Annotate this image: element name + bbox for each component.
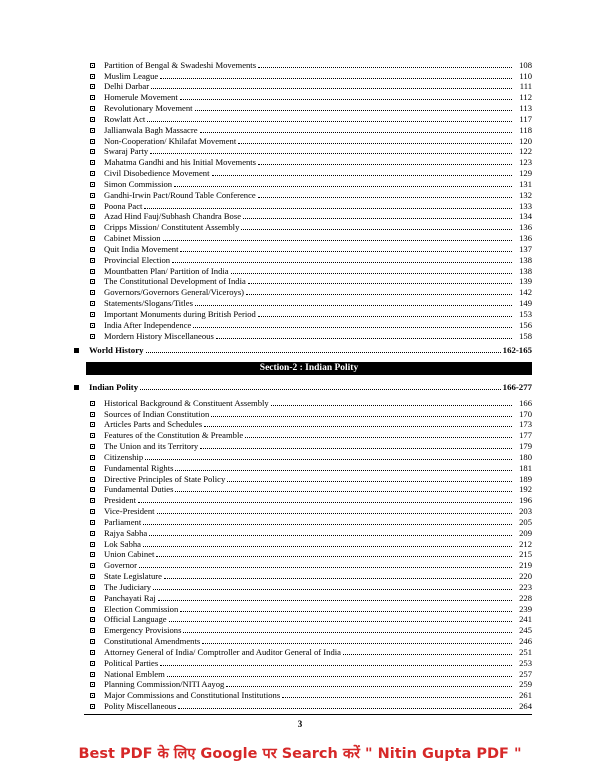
toc-entry-page: 223 bbox=[519, 581, 532, 592]
toc-entry-page: 136 bbox=[519, 222, 532, 233]
leader-dots bbox=[180, 610, 512, 612]
square-bullet-icon bbox=[90, 182, 95, 187]
toc-entry-title: Directive Principles of State Policy bbox=[104, 473, 226, 484]
toc-entry-title: Provincial Election bbox=[104, 254, 171, 265]
toc-entry bbox=[86, 178, 532, 189]
toc-entry-title: Mountbatten Plan/ Partition of India bbox=[104, 265, 229, 276]
toc-entry-page: 138 bbox=[519, 254, 532, 265]
square-bullet-icon bbox=[90, 63, 95, 68]
leader-dots bbox=[195, 109, 512, 111]
toc-entry-page: 241 bbox=[519, 614, 532, 625]
leader-dots bbox=[164, 577, 512, 579]
toc-entry-page: 245 bbox=[519, 625, 532, 636]
square-bullet-icon bbox=[90, 301, 95, 306]
square-bullet-icon bbox=[90, 258, 95, 263]
toc-entry-page: 133 bbox=[519, 200, 532, 211]
toc-entry-title: Important Monuments during British Period bbox=[104, 308, 256, 319]
leader-dots bbox=[150, 152, 512, 154]
square-bullet-icon bbox=[90, 269, 95, 274]
leader-dots bbox=[172, 261, 512, 263]
toc-entry-title: Quit India Movement bbox=[104, 243, 179, 254]
toc-entry-title: Emergency Provisions bbox=[104, 625, 182, 636]
square-bullet-icon bbox=[90, 466, 95, 471]
square-bullet-icon bbox=[74, 385, 79, 390]
toc-entry bbox=[86, 276, 532, 287]
square-bullet-icon bbox=[90, 563, 95, 568]
toc-entry-page: 205 bbox=[519, 516, 532, 527]
toc-entry bbox=[86, 189, 532, 200]
leader-dots bbox=[169, 620, 512, 622]
leader-dots bbox=[204, 425, 512, 427]
toc-entry-title: Citizenship bbox=[104, 451, 144, 462]
leader-dots bbox=[258, 315, 512, 317]
leader-dots bbox=[258, 66, 512, 68]
toc-entry bbox=[86, 397, 532, 408]
indian-polity-title: Indian Polity bbox=[89, 382, 139, 392]
leader-dots bbox=[146, 351, 501, 353]
toc-entry-title: Homerule Movement bbox=[104, 92, 178, 103]
toc-entry bbox=[86, 603, 532, 614]
toc-entry-page: 215 bbox=[519, 549, 532, 560]
toc-entry bbox=[86, 146, 532, 157]
toc-entry-title: National Emblem bbox=[104, 668, 165, 679]
toc-entry-page: 142 bbox=[519, 287, 532, 298]
toc-entry-page: 261 bbox=[519, 690, 532, 701]
leader-dots bbox=[248, 282, 512, 284]
toc-entry-title: Delhi Darbar bbox=[104, 81, 150, 92]
toc-entry-page: 170 bbox=[519, 408, 532, 419]
toc-entry-title: Swaraj Party bbox=[104, 146, 149, 157]
toc-entry-page: 131 bbox=[519, 178, 532, 189]
toc-entry bbox=[86, 538, 532, 549]
toc-entry-title: Historical Background & Constituent Assembly bbox=[104, 397, 269, 408]
toc-entry-title: Simon Commission bbox=[104, 178, 173, 189]
toc-entry-title: Articles Parts and Schedules bbox=[104, 419, 203, 430]
square-bullet-icon bbox=[90, 682, 95, 687]
leader-dots bbox=[200, 131, 512, 133]
toc-entry-page: 136 bbox=[519, 233, 532, 244]
toc-entry bbox=[86, 614, 532, 625]
toc-entry bbox=[86, 440, 532, 451]
toc-entry-page: 118 bbox=[519, 124, 532, 135]
square-bullet-icon bbox=[90, 247, 95, 252]
toc-entry bbox=[86, 211, 532, 222]
leader-dots bbox=[227, 480, 512, 482]
bottom-rule bbox=[84, 714, 532, 715]
toc-entry bbox=[86, 451, 532, 462]
toc-entry bbox=[86, 657, 532, 668]
square-bullet-icon bbox=[90, 596, 95, 601]
square-bullet-icon bbox=[90, 412, 95, 417]
toc-entry bbox=[86, 646, 532, 657]
leader-dots bbox=[138, 501, 512, 503]
toc-entry-page: 111 bbox=[519, 81, 532, 92]
toc-entry bbox=[86, 505, 532, 516]
leader-dots bbox=[180, 250, 512, 252]
toc-entry-page: 158 bbox=[519, 330, 532, 341]
leader-dots bbox=[143, 545, 512, 547]
toc-entry-title: Jallianwala Bagh Massacre bbox=[104, 124, 198, 135]
leader-dots bbox=[160, 77, 512, 79]
leader-dots bbox=[271, 404, 512, 406]
leader-dots bbox=[163, 239, 512, 241]
toc-entry-page: 253 bbox=[519, 657, 532, 668]
toc-entry bbox=[86, 559, 532, 570]
toc-entry-page: 113 bbox=[519, 103, 532, 114]
square-bullet-icon bbox=[90, 74, 95, 79]
toc-entry bbox=[86, 462, 532, 473]
square-bullet-icon bbox=[90, 520, 95, 525]
toc-entry bbox=[86, 429, 532, 440]
toc-entry bbox=[86, 70, 532, 81]
leader-dots bbox=[226, 685, 512, 687]
toc-entry-page: 203 bbox=[519, 506, 532, 517]
footer-ad-banner: Best PDF के लिए Google पर Search करें " Nitin Gupta PDF " bbox=[78, 746, 522, 762]
toc-entry-page: 173 bbox=[519, 419, 532, 430]
toc-entry-page: 189 bbox=[519, 473, 532, 484]
toc-entry-title: Sources of Indian Constitution bbox=[104, 408, 210, 419]
toc-entry-title: The Judiciary bbox=[104, 581, 152, 592]
world-history-title: World History bbox=[89, 345, 144, 355]
toc-entry-page: 120 bbox=[519, 135, 532, 146]
leader-dots bbox=[212, 174, 513, 176]
toc-entry-title: Governors/Governors General/Viceroys) bbox=[104, 287, 245, 298]
square-bullet-icon bbox=[90, 323, 95, 328]
leader-dots bbox=[149, 534, 512, 536]
toc-entry-page: 177 bbox=[519, 430, 532, 441]
toc-entry-page: 209 bbox=[519, 527, 532, 538]
page-number: 3 bbox=[297, 719, 303, 729]
toc-entry-title: The Union and its Territory bbox=[104, 441, 199, 452]
toc-entry-title: Non-Cooperation/ Khilafat Movement bbox=[104, 135, 237, 146]
toc-entry-page: 117 bbox=[519, 113, 532, 124]
square-bullet-icon bbox=[90, 401, 95, 406]
square-bullet-icon bbox=[74, 348, 79, 353]
leader-dots bbox=[193, 326, 512, 328]
toc-entry-title: Statements/Slogans/Titles bbox=[104, 298, 193, 309]
square-bullet-icon bbox=[90, 225, 95, 230]
leader-dots bbox=[183, 631, 512, 633]
toc-entry bbox=[86, 419, 532, 430]
leader-dots bbox=[216, 337, 512, 339]
toc-entry-page: 132 bbox=[519, 189, 532, 200]
square-bullet-icon bbox=[90, 704, 95, 709]
toc-entry bbox=[86, 124, 532, 135]
leader-dots bbox=[238, 142, 512, 144]
leader-dots bbox=[175, 469, 512, 471]
square-bullet-icon bbox=[90, 498, 95, 503]
toc-entry-title: Cabinet Mission bbox=[104, 233, 161, 244]
square-bullet-icon bbox=[90, 106, 95, 111]
toc-entry-page: 149 bbox=[519, 298, 532, 309]
toc-entry-title: Fundamental Rights bbox=[104, 462, 174, 473]
world-history-heading bbox=[72, 345, 532, 355]
toc-entry-title: Election Commission bbox=[104, 603, 179, 614]
toc-entry-title: Major Commissions and Constitutional Institutions bbox=[104, 690, 281, 701]
square-bullet-icon bbox=[90, 455, 95, 460]
square-bullet-icon bbox=[90, 509, 95, 514]
toc-entry-title: Polity Miscellaneous bbox=[104, 701, 177, 712]
toc-entry bbox=[86, 102, 532, 113]
world-history-pages: 162-165 bbox=[502, 345, 532, 355]
toc-entry bbox=[86, 592, 532, 603]
square-bullet-icon bbox=[90, 160, 95, 165]
square-bullet-icon bbox=[90, 422, 95, 427]
square-bullet-icon bbox=[90, 585, 95, 590]
square-bullet-icon bbox=[90, 639, 95, 644]
toc-entry-page: 129 bbox=[519, 168, 532, 179]
indian-polity-heading bbox=[72, 382, 532, 392]
leader-dots bbox=[156, 555, 512, 557]
square-bullet-icon bbox=[90, 607, 95, 612]
toc-entry bbox=[86, 254, 532, 265]
toc-entry bbox=[86, 232, 532, 243]
square-bullet-icon bbox=[90, 84, 95, 89]
toc-entry-title: India After Independence bbox=[104, 319, 192, 330]
polity-toc-list bbox=[86, 397, 532, 711]
toc-entry-title: Political Parties bbox=[104, 657, 159, 668]
leader-dots bbox=[200, 447, 512, 449]
toc-entry-page: 196 bbox=[519, 495, 532, 506]
toc-entry bbox=[86, 200, 532, 211]
toc-entry-title: Fundamental Duties bbox=[104, 484, 174, 495]
toc-entry-title: Features of the Constitution & Preamble bbox=[104, 430, 244, 441]
toc-entry bbox=[86, 81, 532, 92]
leader-dots bbox=[202, 642, 512, 644]
toc-entry-page: 137 bbox=[519, 243, 532, 254]
toc-entry-title: Mordern History Miscellaneous bbox=[104, 330, 214, 341]
leader-dots bbox=[157, 512, 512, 514]
toc-entry-page: 257 bbox=[519, 668, 532, 679]
leader-dots bbox=[143, 523, 512, 525]
leader-dots bbox=[151, 87, 512, 89]
square-bullet-icon bbox=[90, 574, 95, 579]
toc-entry bbox=[86, 473, 532, 484]
square-bullet-icon bbox=[90, 279, 95, 284]
toc-entry bbox=[86, 494, 532, 505]
section-banner: Section-2 : Indian Polity bbox=[86, 362, 532, 375]
toc-entry-page: 220 bbox=[519, 571, 532, 582]
toc-entry-page: 166 bbox=[519, 397, 532, 408]
leader-dots bbox=[158, 599, 512, 601]
leader-dots bbox=[241, 228, 512, 230]
toc-entry-page: 219 bbox=[519, 560, 532, 571]
square-bullet-icon bbox=[90, 693, 95, 698]
leader-dots bbox=[245, 436, 512, 438]
leader-dots bbox=[231, 272, 512, 274]
toc-entry-page: 112 bbox=[519, 92, 532, 103]
leader-dots bbox=[140, 388, 501, 390]
square-bullet-icon bbox=[90, 672, 95, 677]
toc-entry-page: 264 bbox=[519, 701, 532, 712]
toc-entry-title: Official Language bbox=[104, 614, 167, 625]
toc-entry bbox=[86, 581, 532, 592]
toc-entry-page: 122 bbox=[519, 146, 532, 157]
leader-dots bbox=[178, 707, 512, 709]
square-bullet-icon bbox=[90, 334, 95, 339]
toc-entry bbox=[86, 135, 532, 146]
toc-entry-page: 212 bbox=[519, 538, 532, 549]
toc-entry-title: Governor bbox=[104, 560, 137, 571]
leader-dots bbox=[144, 207, 512, 209]
toc-entry-title: Rowlatt Act bbox=[104, 113, 146, 124]
toc-entry bbox=[86, 484, 532, 495]
toc-entry-page: 139 bbox=[519, 276, 532, 287]
square-bullet-icon bbox=[90, 236, 95, 241]
toc-entry-page: 134 bbox=[519, 211, 532, 222]
toc-entry-title: Partition of Bengal & Swadeshi Movements bbox=[104, 59, 257, 70]
square-bullet-icon bbox=[90, 650, 95, 655]
toc-entry bbox=[86, 700, 532, 711]
toc-entry-title: Lok Sabha bbox=[104, 538, 141, 549]
toc-entry bbox=[86, 221, 532, 232]
leader-dots bbox=[243, 217, 512, 219]
leader-dots bbox=[174, 185, 512, 187]
toc-entry-page: 108 bbox=[519, 59, 532, 70]
leader-dots bbox=[153, 588, 512, 590]
square-bullet-icon bbox=[90, 661, 95, 666]
toc-entry-title: President bbox=[104, 495, 136, 506]
toc-entry-page: 180 bbox=[519, 451, 532, 462]
toc-entry-page: 110 bbox=[519, 70, 532, 81]
toc-entry bbox=[86, 549, 532, 560]
toc-entry-page: 251 bbox=[519, 646, 532, 657]
toc-entry bbox=[86, 624, 532, 635]
toc-entry bbox=[86, 319, 532, 330]
history-toc-list bbox=[86, 59, 532, 341]
toc-entry bbox=[86, 635, 532, 646]
leader-dots bbox=[258, 196, 512, 198]
toc-entry-page: 192 bbox=[519, 484, 532, 495]
toc-entry bbox=[86, 91, 532, 102]
toc-entry-title: Mahatma Gandhi and his Initial Movements bbox=[104, 157, 257, 168]
leader-dots bbox=[139, 566, 512, 568]
square-bullet-icon bbox=[90, 117, 95, 122]
leader-dots bbox=[145, 458, 512, 460]
square-bullet-icon bbox=[90, 487, 95, 492]
square-bullet-icon bbox=[90, 312, 95, 317]
toc-entry-page: 228 bbox=[519, 592, 532, 603]
toc-entry-title: Constitutional Amendments bbox=[104, 636, 201, 647]
toc-entry bbox=[86, 408, 532, 419]
toc-entry-page: 239 bbox=[519, 603, 532, 614]
leader-dots bbox=[258, 163, 512, 165]
toc-entry bbox=[86, 286, 532, 297]
leader-dots bbox=[246, 293, 512, 295]
indian-polity-pages: 166-277 bbox=[502, 382, 532, 392]
square-bullet-icon bbox=[90, 193, 95, 198]
toc-entry-title: Muslim League bbox=[104, 70, 159, 81]
toc-entry-page: 153 bbox=[519, 308, 532, 319]
toc-entry-title: Rajya Sabha bbox=[104, 527, 148, 538]
toc-entry bbox=[86, 330, 532, 341]
square-bullet-icon bbox=[90, 290, 95, 295]
square-bullet-icon bbox=[90, 542, 95, 547]
leader-dots bbox=[211, 415, 512, 417]
toc-entry bbox=[86, 113, 532, 124]
toc-entry-page: 259 bbox=[519, 679, 532, 690]
toc-entry bbox=[86, 243, 532, 254]
leader-dots bbox=[195, 304, 512, 306]
square-bullet-icon bbox=[90, 128, 95, 133]
toc-entry bbox=[86, 265, 532, 276]
leader-dots bbox=[160, 664, 512, 666]
square-bullet-icon bbox=[90, 552, 95, 557]
square-bullet-icon bbox=[90, 171, 95, 176]
toc-entry-title: Union Cabinet bbox=[104, 549, 155, 560]
toc-entry-page: 138 bbox=[519, 265, 532, 276]
square-bullet-icon bbox=[90, 214, 95, 219]
toc-entry-page: 179 bbox=[519, 441, 532, 452]
leader-dots bbox=[282, 696, 512, 698]
toc-entry-title: State Legislature bbox=[104, 571, 162, 582]
toc-entry bbox=[86, 679, 532, 690]
toc-entry-title: Gandhi-Irwin Pact/Round Table Conference bbox=[104, 189, 256, 200]
toc-entry-title: Planning Commission/NITI Aayog bbox=[104, 679, 225, 690]
square-bullet-icon bbox=[90, 477, 95, 482]
toc-entry-title: Poona Pact bbox=[104, 200, 143, 211]
square-bullet-icon bbox=[90, 433, 95, 438]
square-bullet-icon bbox=[90, 139, 95, 144]
leader-dots bbox=[167, 675, 512, 677]
toc-entry bbox=[86, 59, 532, 70]
square-bullet-icon bbox=[90, 628, 95, 633]
toc-entry-page: 246 bbox=[519, 636, 532, 647]
toc-entry-title: Cripps Mission/ Constitutent Assembly bbox=[104, 222, 240, 233]
toc-entry-title: Azad Hind Fauj/Subhash Chandra Bose bbox=[104, 211, 242, 222]
square-bullet-icon bbox=[90, 149, 95, 154]
square-bullet-icon bbox=[90, 617, 95, 622]
toc-entry bbox=[86, 527, 532, 538]
toc-entry bbox=[86, 308, 532, 319]
toc-entry-title: Revolutionary Movement bbox=[104, 103, 193, 114]
leader-dots bbox=[180, 98, 512, 100]
toc-entry-page: 123 bbox=[519, 157, 532, 168]
toc-entry-title: The Constitutional Development of India bbox=[104, 276, 246, 287]
toc-entry-title: Civil Disobedience Movement bbox=[104, 168, 210, 179]
toc-entry bbox=[86, 689, 532, 700]
toc-entry bbox=[86, 156, 532, 167]
toc-entry bbox=[86, 570, 532, 581]
toc-entry-page: 181 bbox=[519, 462, 532, 473]
square-bullet-icon bbox=[90, 444, 95, 449]
leader-dots bbox=[343, 653, 512, 655]
toc-entry-title: Attorney General of India/ Comptroller and Auditor General of India bbox=[104, 646, 341, 657]
toc-entry-title: Vice-President bbox=[104, 506, 155, 517]
toc-entry bbox=[86, 167, 532, 178]
leader-dots bbox=[175, 490, 512, 492]
square-bullet-icon bbox=[90, 531, 95, 536]
toc-entry bbox=[86, 297, 532, 308]
toc-entry-title: Parliament bbox=[104, 516, 142, 527]
toc-entry bbox=[86, 668, 532, 679]
square-bullet-icon bbox=[90, 95, 95, 100]
toc-entry bbox=[86, 516, 532, 527]
toc-entry-page: 156 bbox=[519, 319, 532, 330]
leader-dots bbox=[147, 120, 512, 122]
toc-entry-title: Panchayati Raj bbox=[104, 592, 156, 603]
square-bullet-icon bbox=[90, 204, 95, 209]
